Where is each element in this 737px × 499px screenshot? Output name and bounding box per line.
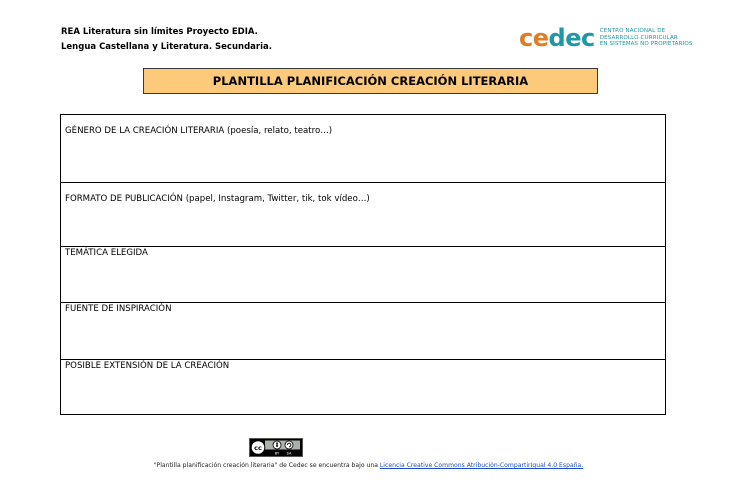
license-link[interactable]: Licencia Creative Commons Atribución-CompartirIgual 4.0 España. xyxy=(379,462,584,469)
section-publication-format[interactable] xyxy=(61,182,665,246)
license-notice-text: "Plantilla planificación creación literaria" de Cedec se encuentra bajo una xyxy=(153,462,380,469)
section-chosen-theme-label: TEMÁTICA ELEGIDA xyxy=(65,248,148,258)
header-line-1: REA Literatura sin límites Proyecto EDIA. xyxy=(61,27,258,37)
section-chosen-theme[interactable] xyxy=(61,246,665,302)
svg-text:cc: cc xyxy=(254,444,262,452)
section-publication-format-label: FORMATO DE PUBLICACIÓN (papel, Instagram, Twitter, tik, tok vídeo…) xyxy=(65,194,370,204)
cedec-logo xyxy=(519,26,692,50)
section-genre[interactable] xyxy=(61,115,665,182)
cedec-logo-subtitle: CENTRO NACIONAL DE DESARROLLO CURRICULAR EN SISTEMAS NO PROPIETARIOS xyxy=(599,28,693,48)
header-line-2: Lengua Castellana y Literatura. Secundaria. xyxy=(61,42,272,52)
svg-text:BY: BY xyxy=(274,451,280,456)
section-possible-extension-label: POSIBLE EXTENSIÓN DE LA CREACIÓN xyxy=(65,361,230,371)
cc-by-sa-icon xyxy=(249,438,303,457)
section-genre-label: GÉNERO DE LA CREACIÓN LITERARIA (poesía, relato, teatro…) xyxy=(65,126,333,136)
section-possible-extension[interactable] xyxy=(61,359,665,414)
template-title-text: PLANTILLA PLANIFICACIÓN CREACIÓN LITERARIA xyxy=(212,74,529,88)
planning-form-table xyxy=(60,114,666,415)
section-inspiration-source[interactable] xyxy=(61,302,665,359)
cedec-logo-word: cedec xyxy=(519,24,595,52)
license-notice xyxy=(0,462,737,469)
section-inspiration-source-label: FUENTE DE INSPIRACIÓN xyxy=(65,304,172,314)
template-title xyxy=(143,68,598,94)
document-header xyxy=(61,25,272,55)
svg-text:SA: SA xyxy=(286,451,292,456)
